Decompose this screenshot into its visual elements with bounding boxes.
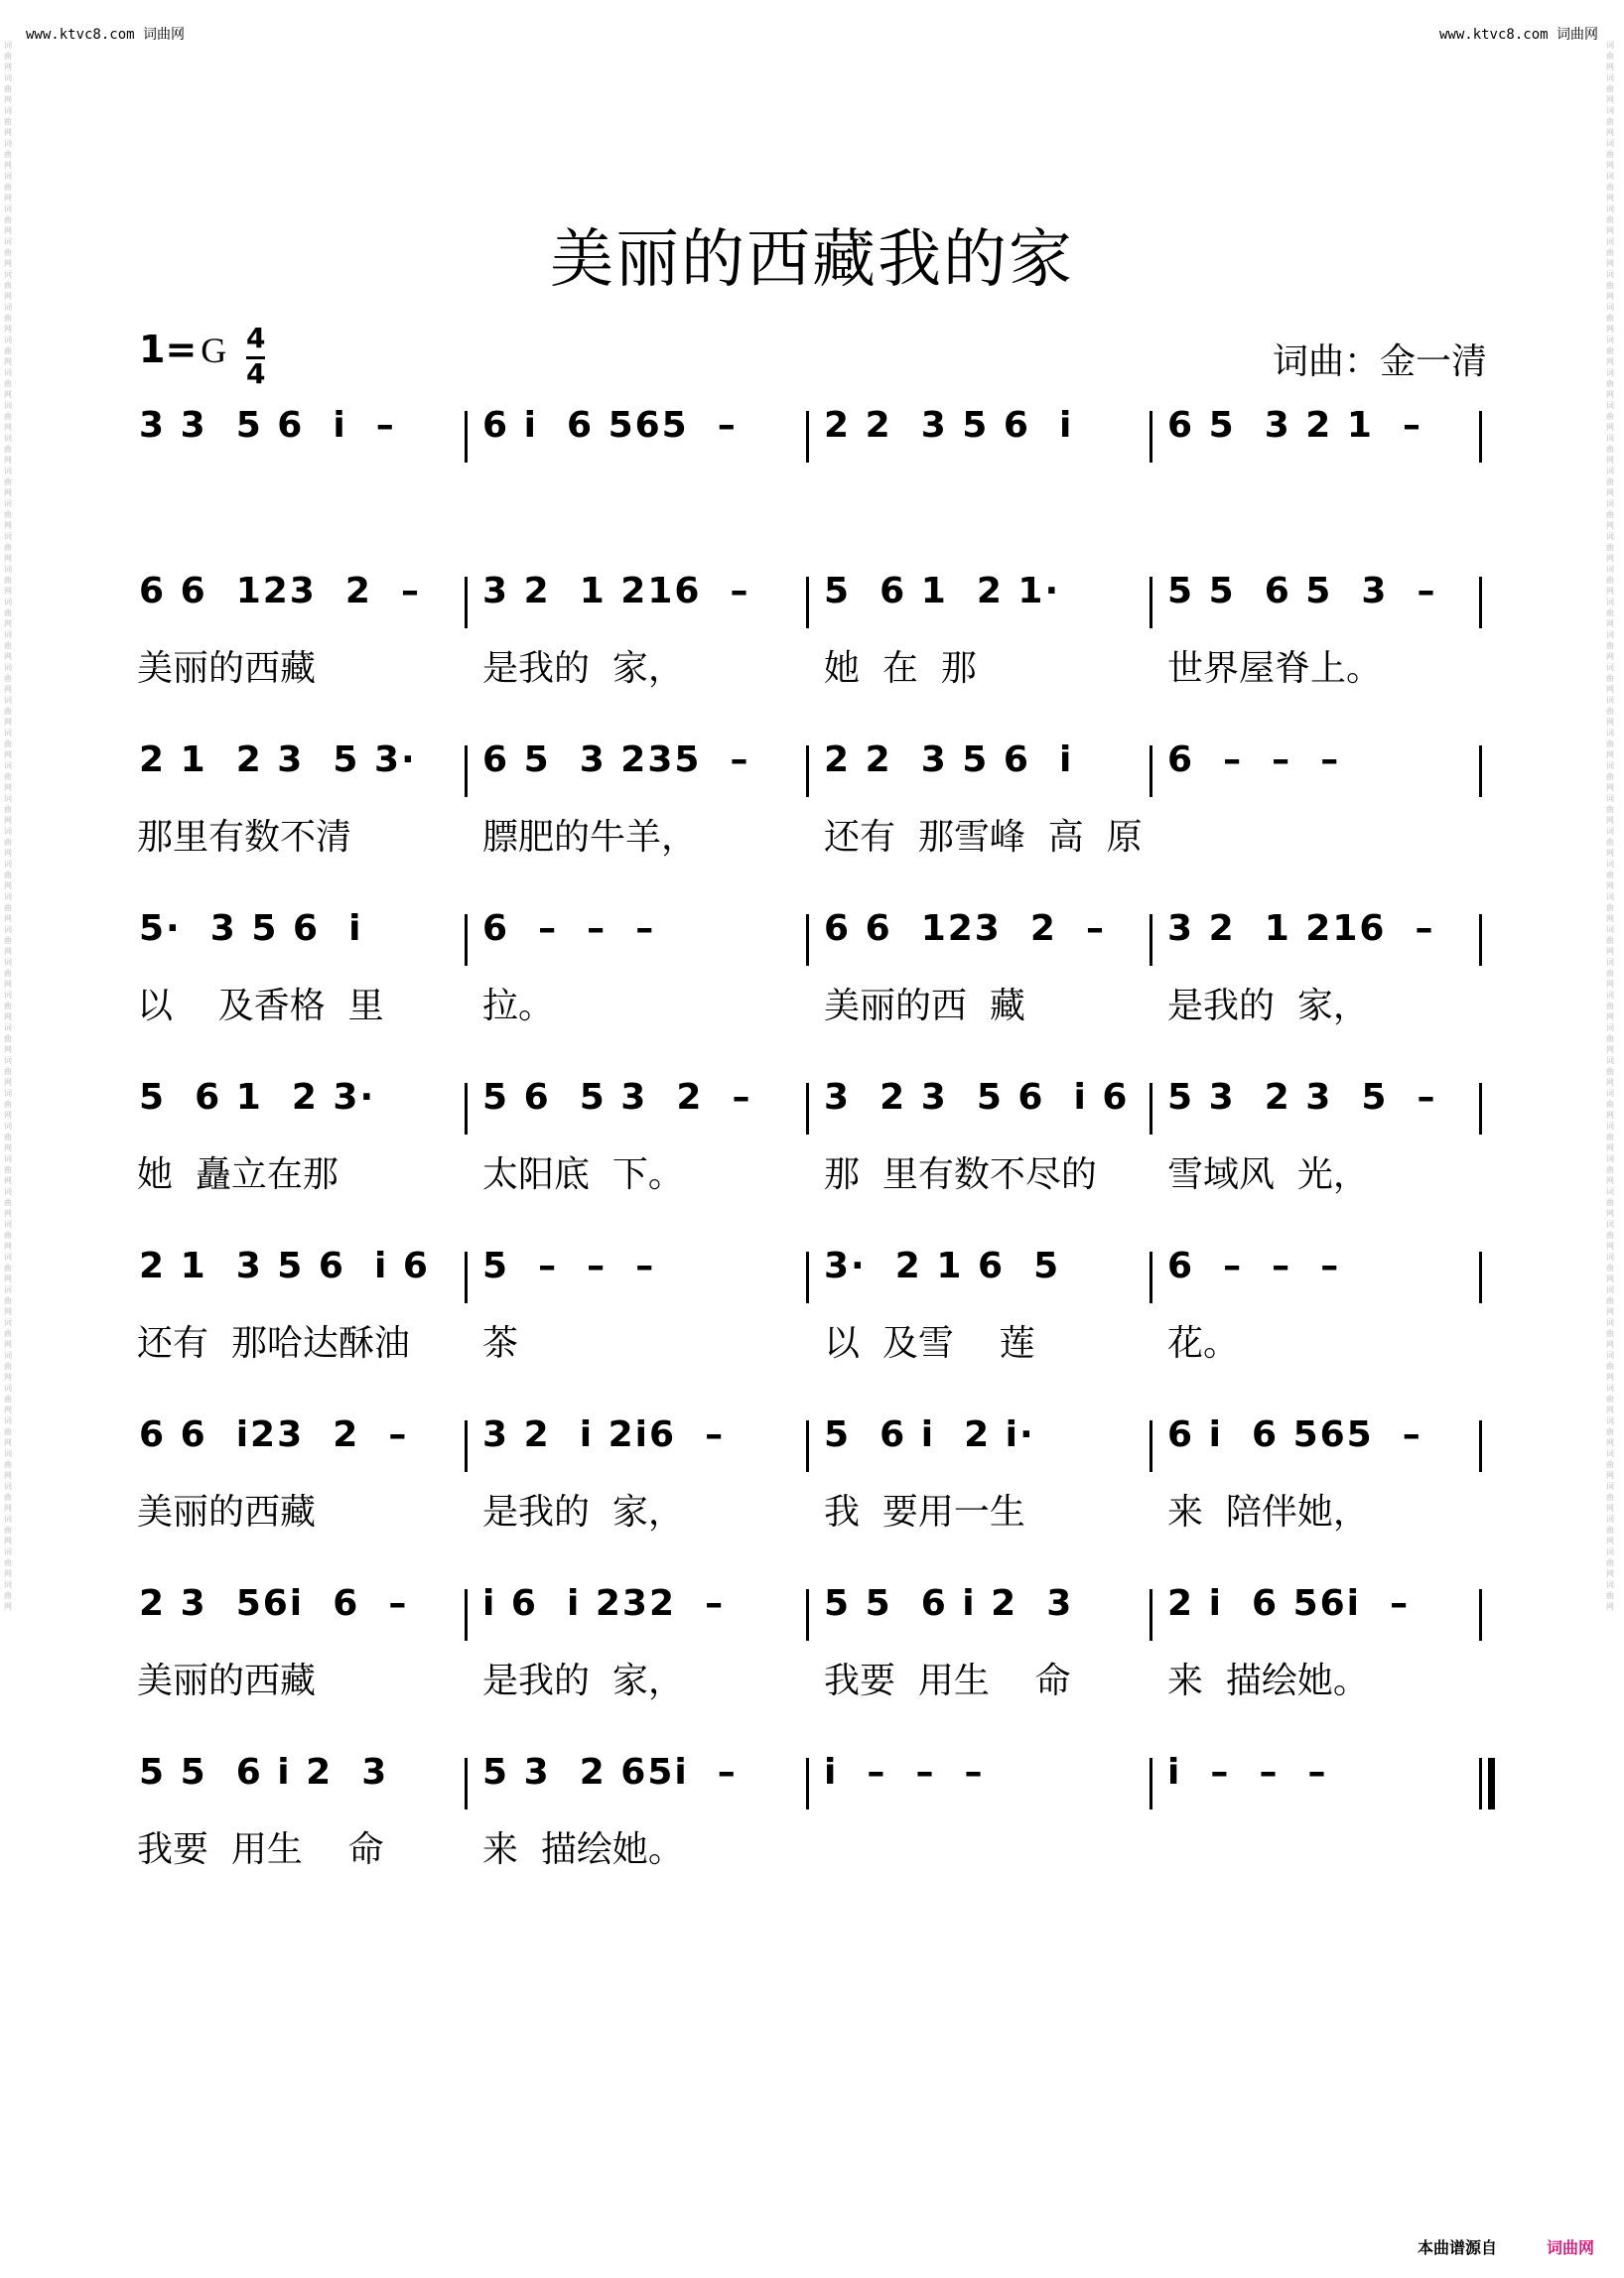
bar-line	[1150, 745, 1152, 797]
lyric-segment: 世界屋脊上。	[1167, 648, 1383, 689]
bar-line	[806, 1758, 809, 1809]
bar-line	[465, 745, 468, 797]
bar-line	[806, 745, 809, 797]
measure: i – – –	[1167, 1752, 1328, 1793]
site-header-left: www.ktvc8.com 词曲网	[26, 27, 186, 43]
measure: 2 i 6 56i –	[1167, 1583, 1411, 1624]
measure: 6 i 6 565 –	[482, 405, 738, 446]
bar-line	[465, 1083, 468, 1135]
lyric-segment: 来 陪伴她，	[1167, 1492, 1369, 1533]
lyrics-row	[129, 809, 1499, 859]
lyric-segment: 是我的 家，	[482, 1661, 684, 1701]
side-watermark-left: 词曲网词曲网词曲网词曲网词曲网词曲网词曲网词曲网词曲网词曲网词曲网词曲网词曲网词曲网词曲网词曲网词曲网词曲网词曲网词曲网词曲网词曲网词曲网词曲网词曲网词曲网词曲网词曲网词曲网词曲网词曲网词曲网词曲网词曲网词曲网词曲网词曲网词曲网词曲网词曲网词曲网词曲网词曲网词曲网词曲网词曲网词曲网词曲网	[4, 41, 12, 1611]
bar-line	[806, 914, 809, 966]
lyric-segment: 来 描绘她。	[1167, 1661, 1369, 1701]
bar-line	[1479, 411, 1482, 463]
notation-row	[129, 739, 1499, 803]
measure: 5· 3 5 6 i	[139, 908, 363, 949]
measure: 5 5 6 i 2 3	[139, 1752, 389, 1793]
bar-line	[1150, 1758, 1152, 1809]
lyric-segment: 美丽的西藏	[137, 648, 317, 689]
footer-brand: 词曲网	[1546, 2238, 1594, 2257]
measure: 3 2 1 216 –	[1167, 908, 1435, 949]
notation-row	[129, 571, 1499, 634]
key-signature	[139, 322, 266, 390]
notation-row	[129, 405, 1499, 469]
lyric-segment: 美丽的西 藏	[824, 986, 1025, 1026]
bar-line	[465, 1252, 468, 1303]
lyric-segment: 还有 那哈达酥油	[137, 1323, 410, 1364]
bar-line	[465, 1758, 468, 1809]
notation-row	[129, 1752, 1499, 1815]
key-prefix: 1=	[139, 328, 198, 371]
bar-line	[806, 411, 809, 463]
score-system	[129, 405, 1499, 524]
measure: 5 5 6 i 2 3	[824, 1583, 1074, 1624]
measure: 5 5 6 5 3 –	[1167, 571, 1437, 611]
lyric-segment: 膘肥的牛羊，	[482, 817, 698, 858]
notation-row	[129, 1246, 1499, 1309]
measure: 3 3 5 6 i –	[139, 405, 396, 446]
bar-line	[806, 1420, 809, 1472]
lyric-segment: 那 里有数不尽的	[824, 1154, 1097, 1195]
lyrics-row	[129, 1484, 1499, 1534]
lyric-segment: 是我的 家，	[482, 1492, 684, 1533]
time-signature	[246, 324, 265, 389]
score-system	[129, 1077, 1499, 1196]
measure: 3 2 i 2i6 –	[482, 1414, 726, 1455]
bar-line	[806, 1589, 809, 1641]
measure: 6 i 6 565 –	[1167, 1414, 1422, 1455]
bar-line	[465, 577, 468, 628]
bar-line	[806, 1252, 809, 1303]
measure: 2 2 3 5 6 i	[824, 739, 1074, 780]
bar-line	[1479, 1758, 1495, 1809]
measure: 6 – – –	[482, 908, 656, 949]
notation-row	[129, 1077, 1499, 1140]
measure: 3 2 1 216 –	[482, 571, 750, 611]
bar-line	[1150, 914, 1152, 966]
lyric-segment: 还有 那雪峰 高 原	[824, 817, 1143, 858]
lyric-segment: 我 要用一生	[824, 1492, 1025, 1533]
score-system	[129, 908, 1499, 1027]
bar-line	[465, 914, 468, 966]
lyrics-row	[129, 640, 1499, 690]
measure: 3· 2 1 6 5	[824, 1246, 1061, 1286]
lyric-segment: 是我的 家，	[1167, 986, 1369, 1026]
bar-line	[1479, 577, 1482, 628]
time-signature-top: 4	[246, 324, 265, 359]
lyric-segment: 来 描绘她。	[482, 1829, 684, 1870]
site-header-right: www.ktvc8.com 词曲网	[1438, 27, 1598, 43]
lyrics-row	[129, 1653, 1499, 1702]
lyric-segment: 她 矗立在那	[137, 1154, 338, 1195]
side-watermark-right: 词曲网词曲网词曲网词曲网词曲网词曲网词曲网词曲网词曲网词曲网词曲网词曲网词曲网词曲网词曲网词曲网词曲网词曲网词曲网词曲网词曲网词曲网词曲网词曲网词曲网词曲网词曲网词曲网词曲网词曲网词曲网词曲网词曲网词曲网词曲网词曲网词曲网词曲网词曲网词曲网词曲网词曲网词曲网词曲网词曲网词曲网词曲网词曲网	[1606, 41, 1614, 1611]
measure: 5 6 1 2 1·	[824, 571, 1061, 611]
lyric-segment: 以 及香格 里	[137, 986, 384, 1026]
bar-line	[465, 411, 468, 463]
measure: 6 5 3 235 –	[482, 739, 750, 780]
measure: 6 – – –	[1167, 739, 1341, 780]
song-title: 美丽的西藏我的家	[550, 223, 1074, 297]
lyric-segment: 拉。	[482, 986, 555, 1026]
measure: 6 6 i23 2 –	[139, 1414, 409, 1455]
score-system	[129, 1414, 1499, 1534]
lyrics-row	[129, 1315, 1499, 1365]
lyric-segment: 太阳底 下。	[482, 1154, 684, 1195]
bar-line	[465, 1589, 468, 1641]
lyric-segment: 她 在 那	[824, 648, 977, 689]
bar-line	[1150, 411, 1152, 463]
lyrics-row	[129, 1821, 1499, 1871]
lyric-segment: 美丽的西藏	[137, 1492, 317, 1533]
lyric-segment: 茶	[482, 1323, 519, 1364]
measure: 6 6 123 2 –	[824, 908, 1107, 949]
bar-line	[806, 1083, 809, 1135]
lyric-segment: 我要 用生 命	[824, 1661, 1071, 1701]
bar-line	[1150, 1420, 1152, 1472]
bar-line	[1150, 577, 1152, 628]
score-system	[129, 1246, 1499, 1365]
score-system	[129, 739, 1499, 859]
measure: 6 6 123 2 –	[139, 571, 422, 611]
measure: i 6 i 232 –	[482, 1583, 726, 1624]
measure: 2 2 3 5 6 i	[824, 405, 1074, 446]
score-system	[129, 571, 1499, 690]
bar-line	[1150, 1083, 1152, 1135]
notation-row	[129, 908, 1499, 972]
footer-label: 本曲谱源自	[1417, 2238, 1497, 2257]
bar-line	[1150, 1589, 1152, 1641]
measure: 5 3 2 3 5 –	[1167, 1077, 1437, 1118]
bar-line	[806, 577, 809, 628]
bar-line	[1479, 914, 1482, 966]
lyric-segment: 美丽的西藏	[137, 1661, 317, 1701]
measure: i – – –	[824, 1752, 985, 1793]
measure: 6 5 3 2 1 –	[1167, 405, 1422, 446]
measure: 3 2 3 5 6 i 6	[824, 1077, 1130, 1118]
lyrics-row	[129, 978, 1499, 1027]
notation-row	[129, 1583, 1499, 1647]
measure: 5 3 2 65i –	[482, 1752, 738, 1793]
lyric-segment: 我要 用生 命	[137, 1829, 384, 1870]
lyric-segment: 花。	[1167, 1323, 1240, 1364]
measure: 5 6 i 2 i·	[824, 1414, 1035, 1455]
bar-line	[1479, 745, 1482, 797]
lyric-segment: 那里有数不清	[137, 817, 352, 858]
notation-row	[129, 1414, 1499, 1478]
composer-credit: 词曲：金一清	[1272, 341, 1487, 382]
bar-line	[1479, 1589, 1482, 1641]
key-tonic: G	[201, 331, 227, 370]
score-system	[129, 1583, 1499, 1702]
time-signature-bottom: 4	[246, 357, 266, 390]
measure: 6 – – –	[1167, 1246, 1341, 1286]
lyrics-row	[129, 474, 1499, 524]
footer	[1418, 2235, 1594, 2258]
bar-line	[1479, 1083, 1482, 1135]
bar-line	[1479, 1252, 1482, 1303]
bar-line	[1150, 1252, 1152, 1303]
measure: 5 6 1 2 3·	[139, 1077, 376, 1118]
bar-line	[465, 1420, 468, 1472]
measure: 5 6 5 3 2 –	[482, 1077, 752, 1118]
measure: 2 1 2 3 5 3·	[139, 739, 417, 780]
bar-line	[1479, 1420, 1482, 1472]
lyric-segment: 以 及雪 莲	[824, 1323, 1035, 1364]
measure: 2 1 3 5 6 i 6	[139, 1246, 430, 1286]
lyrics-row	[129, 1146, 1499, 1196]
lyric-segment: 雪域风 光，	[1167, 1154, 1369, 1195]
measure: 2 3 56i 6 –	[139, 1583, 409, 1624]
score-system	[129, 1752, 1499, 1871]
lyric-segment: 是我的 家，	[482, 648, 684, 689]
measure: 5 – – –	[482, 1246, 656, 1286]
